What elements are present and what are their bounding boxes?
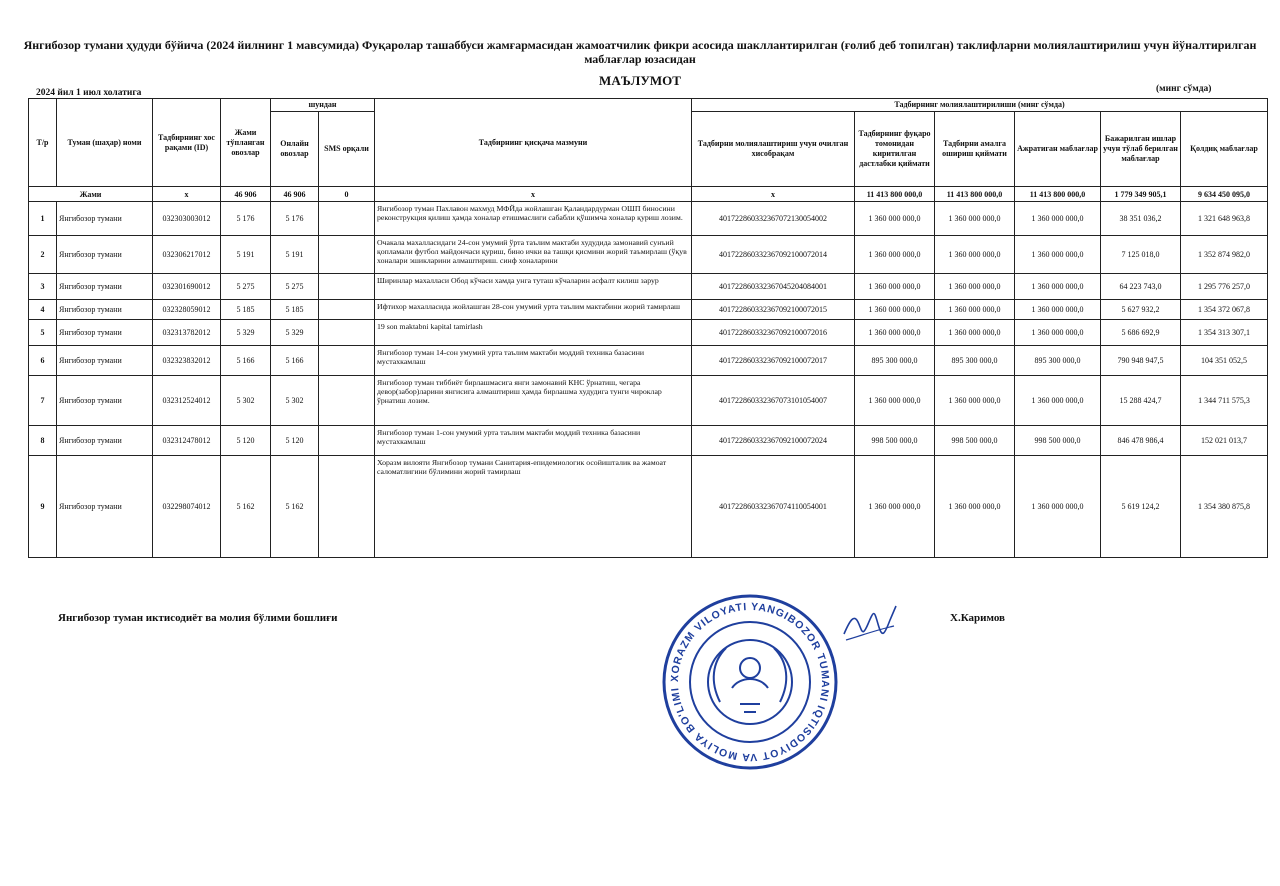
total-account: x bbox=[692, 187, 855, 202]
cell-sms bbox=[319, 346, 375, 376]
cell-online: 5 120 bbox=[271, 426, 319, 456]
cell-total-votes: 5 176 bbox=[221, 202, 271, 236]
cell-district: Янгибозор тумани bbox=[57, 320, 153, 346]
cell-initial-cost: 1 360 000 000,0 bbox=[855, 202, 935, 236]
total-online: 46 906 bbox=[271, 187, 319, 202]
cell-actual-cost: 1 360 000 000,0 bbox=[935, 320, 1015, 346]
cell-sms bbox=[319, 236, 375, 274]
cell-sms bbox=[319, 376, 375, 426]
cell-account: 401722860332367092100072015 bbox=[692, 300, 855, 320]
table-row bbox=[29, 320, 1268, 346]
cell-allocated: 1 360 000 000,0 bbox=[1015, 274, 1101, 300]
cell-num: 2 bbox=[29, 236, 57, 274]
cell-sms bbox=[319, 300, 375, 320]
header-total-votes: Жами тўпланган овозлар bbox=[221, 99, 271, 187]
cell-total-votes: 5 329 bbox=[221, 320, 271, 346]
table-row bbox=[29, 426, 1268, 456]
cell-account: 401722860332367092100072014 bbox=[692, 236, 855, 274]
cell-remaining: 1 354 372 067,8 bbox=[1181, 300, 1268, 320]
cell-num: 4 bbox=[29, 300, 57, 320]
cell-paid: 7 125 018,0 bbox=[1101, 236, 1181, 274]
cell-remaining: 152 021 013,7 bbox=[1181, 426, 1268, 456]
cell-remaining: 104 351 052,5 bbox=[1181, 346, 1268, 376]
cell-sms bbox=[319, 456, 375, 558]
cell-summary: Очакала махалласидаги 24-сон умумий ўрта таълим мактаби худудида замонавий сунъий қопламали футбол майдончаси қуриш, бино ички ва ташқи қисмини жорий таъмирлаш (ўқув хоналари эшикларини алмаштириш. синф хоналарини bbox=[375, 236, 692, 274]
cell-initial-cost: 1 360 000 000,0 bbox=[855, 274, 935, 300]
cell-remaining: 1 354 313 307,1 bbox=[1181, 320, 1268, 346]
cell-summary: Ифтихор махалласида жойлашган 28-сон умумий урта таълим мактабини жорий тамирлаш bbox=[375, 300, 692, 320]
cell-account: 401722860332367074110054001 bbox=[692, 456, 855, 558]
total-allocated: 11 413 800 000,0 bbox=[1015, 187, 1101, 202]
cell-allocated: 1 360 000 000,0 bbox=[1015, 202, 1101, 236]
table-row bbox=[29, 202, 1268, 236]
cell-total-votes: 5 120 bbox=[221, 426, 271, 456]
cell-online: 5 275 bbox=[271, 274, 319, 300]
cell-total-votes: 5 275 bbox=[221, 274, 271, 300]
cell-initial-cost: 1 360 000 000,0 bbox=[855, 376, 935, 426]
cell-num: 6 bbox=[29, 346, 57, 376]
cell-sms bbox=[319, 426, 375, 456]
cell-initial-cost: 1 360 000 000,0 bbox=[855, 236, 935, 274]
total-id: x bbox=[153, 187, 221, 202]
cell-actual-cost: 1 360 000 000,0 bbox=[935, 202, 1015, 236]
financing-table bbox=[28, 98, 1268, 558]
document-heading: МАЪЛУМОТ bbox=[599, 73, 681, 88]
as-of-date: 2024 йил 1 июл холатига bbox=[36, 88, 142, 98]
cell-remaining: 1 295 776 257,0 bbox=[1181, 274, 1268, 300]
cell-total-votes: 5 162 bbox=[221, 456, 271, 558]
cell-id: 032298074012 bbox=[153, 456, 221, 558]
cell-district: Янгибозор тумани bbox=[57, 426, 153, 456]
cell-num: 5 bbox=[29, 320, 57, 346]
cell-summary: Ширинлар махалласи Обод кўчаси хамда унга туташ кўчаларин асфалт килиш зарур bbox=[375, 274, 692, 300]
cell-id: 032306217012 bbox=[153, 236, 221, 274]
cell-actual-cost: 1 360 000 000,0 bbox=[935, 456, 1015, 558]
cell-paid: 15 288 424,7 bbox=[1101, 376, 1181, 426]
total-label: Жами bbox=[29, 187, 153, 202]
cell-paid: 38 351 036,2 bbox=[1101, 202, 1181, 236]
cell-total-votes: 5 191 bbox=[221, 236, 271, 274]
cell-allocated: 895 300 000,0 bbox=[1015, 346, 1101, 376]
cell-id: 032328059012 bbox=[153, 300, 221, 320]
cell-allocated: 1 360 000 000,0 bbox=[1015, 300, 1101, 320]
cell-account: 401722860332367073101054007 bbox=[692, 376, 855, 426]
cell-id: 032312478012 bbox=[153, 426, 221, 456]
signature-mark bbox=[840, 600, 900, 646]
cell-actual-cost: 1 360 000 000,0 bbox=[935, 376, 1015, 426]
table-row bbox=[29, 236, 1268, 274]
cell-num: 1 bbox=[29, 202, 57, 236]
cell-online: 5 166 bbox=[271, 346, 319, 376]
cell-actual-cost: 895 300 000,0 bbox=[935, 346, 1015, 376]
header-of-which: шундан bbox=[271, 99, 375, 112]
cell-actual-cost: 1 360 000 000,0 bbox=[935, 300, 1015, 320]
cell-paid: 5 686 692,9 bbox=[1101, 320, 1181, 346]
cell-total-votes: 5 166 bbox=[221, 346, 271, 376]
total-remaining: 9 634 450 095,0 bbox=[1181, 187, 1268, 202]
cell-total-votes: 5 185 bbox=[221, 300, 271, 320]
cell-online: 5 329 bbox=[271, 320, 319, 346]
total-summary: x bbox=[375, 187, 692, 202]
cell-summary: Янгибозор туман 1-сон умумий урта таълим мактаби моддий техника базасини мустахкамлаш bbox=[375, 426, 692, 456]
cell-num: 9 bbox=[29, 456, 57, 558]
cell-actual-cost: 1 360 000 000,0 bbox=[935, 274, 1015, 300]
cell-total-votes: 5 302 bbox=[221, 376, 271, 426]
cell-online: 5 162 bbox=[271, 456, 319, 558]
cell-allocated: 1 360 000 000,0 bbox=[1015, 456, 1101, 558]
cell-id: 032301690012 bbox=[153, 274, 221, 300]
cell-id: 032313782012 bbox=[153, 320, 221, 346]
total-initial-cost: 11 413 800 000,0 bbox=[855, 187, 935, 202]
cell-allocated: 1 360 000 000,0 bbox=[1015, 320, 1101, 346]
cell-district: Янгибозор тумани bbox=[57, 274, 153, 300]
cell-online: 5 185 bbox=[271, 300, 319, 320]
cell-sms bbox=[319, 320, 375, 346]
table-row bbox=[29, 376, 1268, 426]
table-row bbox=[29, 300, 1268, 320]
cell-allocated: 998 500 000,0 bbox=[1015, 426, 1101, 456]
emblem-icon bbox=[708, 640, 792, 724]
header-remaining: Қолдиқ маблағлар bbox=[1181, 112, 1268, 187]
total-actual-cost: 11 413 800 000,0 bbox=[935, 187, 1015, 202]
cell-id: 032323832012 bbox=[153, 346, 221, 376]
cell-actual-cost: 998 500 000,0 bbox=[935, 426, 1015, 456]
header-district: Туман (шаҳар) номи bbox=[57, 99, 153, 187]
cell-actual-cost: 1 360 000 000,0 bbox=[935, 236, 1015, 274]
cell-district: Янгибозор тумани bbox=[57, 300, 153, 320]
cell-initial-cost: 1 360 000 000,0 bbox=[855, 300, 935, 320]
cell-account: 401722860332367045204084001 bbox=[692, 274, 855, 300]
total-paid: 1 779 349 905,1 bbox=[1101, 187, 1181, 202]
signatory-position: Янгибозор туман иктисодиёт ва молия бўлими бошлиғи bbox=[58, 612, 338, 624]
cell-paid: 790 948 947,5 bbox=[1101, 346, 1181, 376]
cell-num: 8 bbox=[29, 426, 57, 456]
cell-online: 5 302 bbox=[271, 376, 319, 426]
svg-text:XORAZM VILOYATI YANGIBOZOR TUM bbox=[669, 601, 831, 763]
table-row bbox=[29, 456, 1268, 558]
header-financing: Тадбирнинг молиялаштирилиши (минг сўмда) bbox=[692, 99, 1268, 112]
header-sms: SMS орқали bbox=[319, 112, 375, 187]
table-row bbox=[29, 346, 1268, 376]
cell-sms bbox=[319, 202, 375, 236]
cell-id: 032303003012 bbox=[153, 202, 221, 236]
cell-initial-cost: 998 500 000,0 bbox=[855, 426, 935, 456]
total-row bbox=[29, 187, 1268, 202]
cell-account: 401722860332367092100072024 bbox=[692, 426, 855, 456]
signatory-name: Х.Каримов bbox=[950, 612, 1005, 624]
cell-district: Янгибозор тумани bbox=[57, 202, 153, 236]
cell-initial-cost: 1 360 000 000,0 bbox=[855, 456, 935, 558]
table-row bbox=[29, 274, 1268, 300]
cell-paid: 846 478 986,4 bbox=[1101, 426, 1181, 456]
cell-remaining: 1 344 711 575,3 bbox=[1181, 376, 1268, 426]
header-paid: Бажарилган ишлар учун тўлаб берилган маблағлар bbox=[1101, 112, 1181, 187]
header-actual-cost: Тадбирни амалга ошириш қиймати bbox=[935, 112, 1015, 187]
cell-district: Янгибозор тумани bbox=[57, 236, 153, 274]
cell-online: 5 176 bbox=[271, 202, 319, 236]
cell-summary: 19 son maktabni kapital tamirlash bbox=[375, 320, 692, 346]
cell-remaining: 1 352 874 982,0 bbox=[1181, 236, 1268, 274]
header-online: Онлайн овозлар bbox=[271, 112, 319, 187]
cell-summary: Янгибозор туман Пахлавон махмуд МФЙда жойлашган Қаландардурман ОШП биносини реконструкция қилиш ҳамда хоналар етишмаслиги сабабли қўшимча хоналар қуриш лозим. bbox=[375, 202, 692, 236]
cell-paid: 5 619 124,2 bbox=[1101, 456, 1181, 558]
cell-sms bbox=[319, 274, 375, 300]
stamp-text: XORAZM VILOYATI YANGIBOZOR TUMANI IQTISODIYOT VA MOLIYA BO'LIMI bbox=[668, 600, 832, 764]
header-initial-cost: Тадбирнинг фуқаро томонидан киритилган дастлабки қиймати bbox=[855, 112, 935, 187]
cell-paid: 64 223 743,0 bbox=[1101, 274, 1181, 300]
header-num: Т/р bbox=[29, 99, 57, 187]
cell-initial-cost: 895 300 000,0 bbox=[855, 346, 935, 376]
cell-allocated: 1 360 000 000,0 bbox=[1015, 236, 1101, 274]
official-stamp bbox=[660, 592, 840, 772]
document-title: Янгибозор тумани ҳудуди бўйича (2024 йилнинг 1 мавсумида) Фуқаролар ташаббуси жамғармасидан жамоатчилик фикри асосида шакллантирилган (ғолиб деб топилган) таклифларни молиялаштирилиш учун йўналтирилган маблағлар юзасидан bbox=[23, 38, 1257, 66]
header-account: Тадбирни молиялаштириш учун очилган хисобрақам bbox=[692, 112, 855, 187]
cell-online: 5 191 bbox=[271, 236, 319, 274]
cell-district: Янгибозор тумани bbox=[57, 456, 153, 558]
header-summary: Тадбирнинг қисқача мазмуни bbox=[375, 99, 692, 187]
cell-district: Янгибозор тумани bbox=[57, 346, 153, 376]
cell-paid: 5 627 932,2 bbox=[1101, 300, 1181, 320]
cell-summary: Хоразм вилояти Янгибозор тумани Санитария-епидемиологик осойишталик ва жамоат саломатлигини бўлимини жорий тамирлаш bbox=[375, 456, 692, 558]
cell-initial-cost: 1 360 000 000,0 bbox=[855, 320, 935, 346]
total-sms: 0 bbox=[319, 187, 375, 202]
header-id: Тадбирнинг хос рақами (ID) bbox=[153, 99, 221, 187]
header-allocated: Ажратиган маблағлар bbox=[1015, 112, 1101, 187]
cell-account: 401722860332367092100072016 bbox=[692, 320, 855, 346]
cell-account: 401722860332367092100072017 bbox=[692, 346, 855, 376]
cell-id: 032312524012 bbox=[153, 376, 221, 426]
cell-summary: Янгибозор туман 14-сон умумий урта таълим мактаби моддий техника базасини мустахкамлаш bbox=[375, 346, 692, 376]
total-votes: 46 906 bbox=[221, 187, 271, 202]
unit-label: (минг сўмда) bbox=[1156, 84, 1212, 94]
cell-summary: Янгибозор туман тиббиёт бирлашмасига янги замонавий КНС ўрнатиш, чегара девор(забор)ларини янгисига алмаштириш ҳамда бирлашма худудига тунги чироклар ўрнатиш лозим. bbox=[375, 376, 692, 426]
cell-district: Янгибозор тумани bbox=[57, 376, 153, 426]
cell-account: 401722860332367072130054002 bbox=[692, 202, 855, 236]
cell-num: 7 bbox=[29, 376, 57, 426]
cell-allocated: 1 360 000 000,0 bbox=[1015, 376, 1101, 426]
cell-remaining: 1 321 648 963,8 bbox=[1181, 202, 1268, 236]
cell-remaining: 1 354 380 875,8 bbox=[1181, 456, 1268, 558]
cell-num: 3 bbox=[29, 274, 57, 300]
